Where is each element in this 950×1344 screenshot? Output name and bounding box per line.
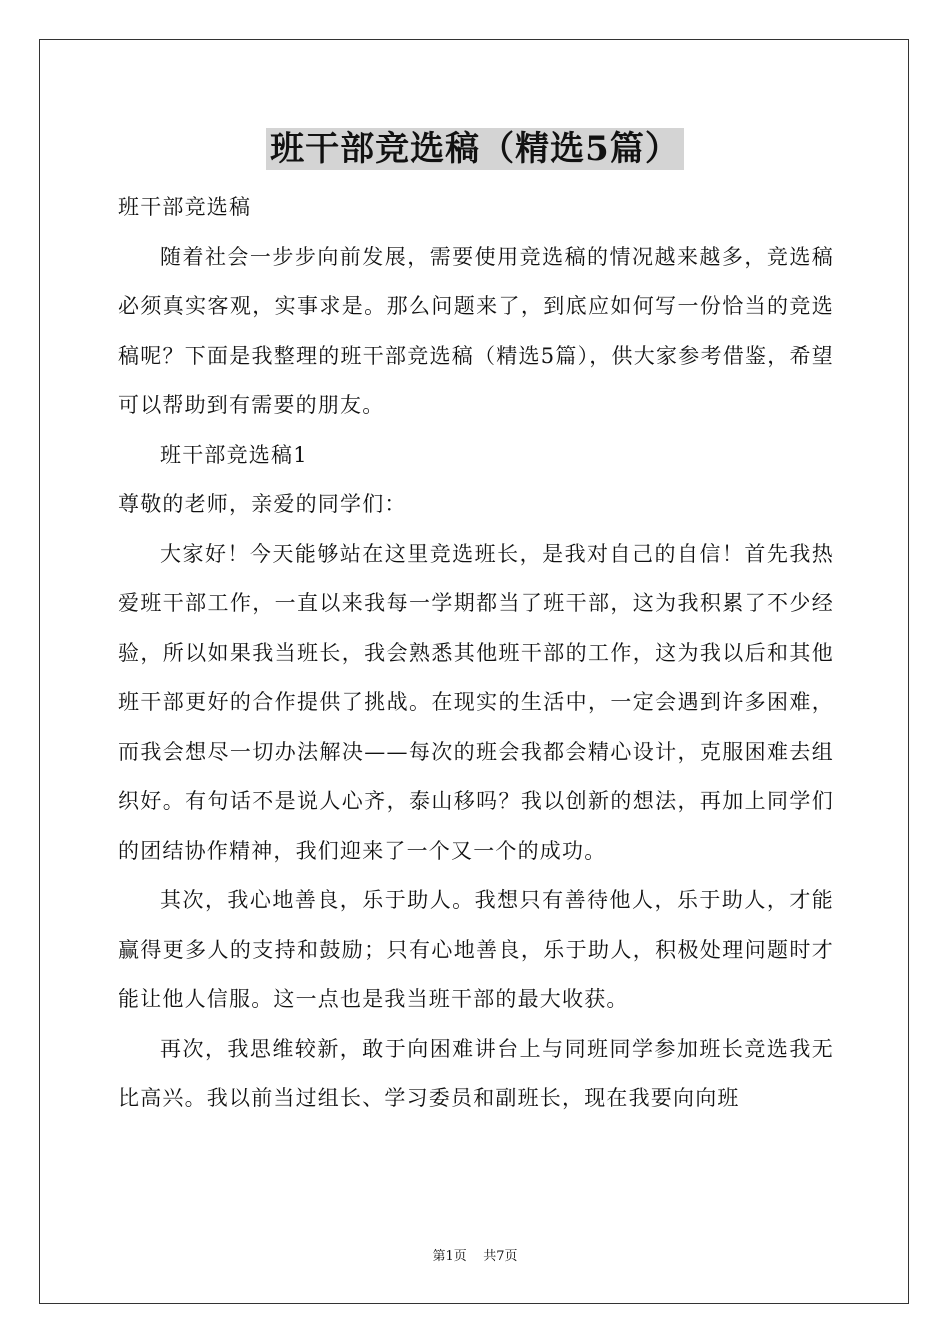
document-body: [118, 183, 834, 1124]
paragraph: 随着社会一步步向前发展，需要使用竞选稿的情况越来越多，竞选稿必须真实客观，实事求是。那么问题来了，到底应如何写一份恰当的竞选稿呢？下面是我整理的班干部竞选稿（精选5篇），供大家参考借鉴，希望可以帮助到有需要的朋友。: [118, 244, 834, 417]
page-number: 第1页: [432, 1249, 467, 1264]
paragraph: 大家好！今天能够站在这里竞选班长，是我对自己的自信！首先我热爱班干部工作，一直以来我每一学期都当了班干部，这为我积累了不少经验，所以如果我当班长，我会熟悉其他班干部的工作，这为我以后和其他班干部更好的合作提供了挑战。在现实的生活中，一定会遇到许多困难，而我会想尽一切办法解决——每次的班会我都会精心设计，克服困难去组织好。有句话不是说人心齐，泰山移吗？我以创新的想法，再加上同学们的团结协作精神，我们迎来了一个又一个的成功。: [118, 541, 834, 863]
section-heading: 班干部竞选稿1: [160, 442, 308, 467]
paragraph: 再次，我思维较新，敢于向困难讲台上与同班同学参加班长竞选我无比高兴。我以前当过组长、学习委员和副班长，现在我要向向班: [118, 1036, 834, 1110]
page-footer: [0, 1245, 950, 1264]
title-container: [0, 128, 950, 170]
paragraph: 其次，我心地善良，乐于助人。我想只有善待他人，乐于助人，才能赢得更多人的支持和鼓励；只有心地善良，乐于助人，积极处理问题时才能让他人信服。这一点也是我当班干部的最大收获。: [118, 888, 834, 1011]
salutation: 尊敬的老师，亲爱的同学们：: [118, 492, 407, 516]
document-title: 班干部竞选稿（精选5篇）: [266, 128, 684, 170]
paragraph: 班干部竞选稿: [118, 195, 252, 219]
total-pages: 共7页: [483, 1249, 518, 1264]
